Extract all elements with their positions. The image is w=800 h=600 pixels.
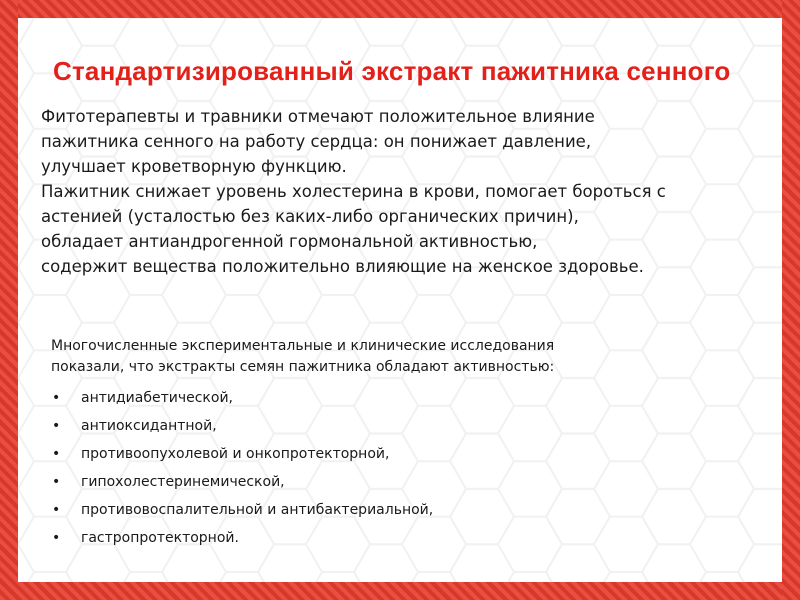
- bullet-text: гипохолестеринемической,: [81, 474, 285, 490]
- intro-line: улучшает кроветворную функцию.: [41, 157, 347, 176]
- bullet-item: [51, 384, 751, 412]
- bullet-text: антиоксидантной,: [81, 418, 217, 434]
- bullet-item: [51, 524, 751, 552]
- red-border-right: [782, 0, 800, 600]
- bullet-text: гастропротекторной.: [81, 530, 239, 546]
- bullet-dot-icon: •: [52, 390, 61, 406]
- research-line: Многочисленные экспериментальные и клинические исследования: [51, 338, 555, 354]
- intro-paragraph: [41, 104, 776, 279]
- bullet-dot-icon: •: [52, 446, 61, 462]
- intro-line: содержит вещества положительно влияющие на женское здоровье.: [41, 257, 644, 276]
- slide-title: Стандартизированный экстракт пажитника сенного: [53, 56, 731, 86]
- bullet-item: [51, 496, 751, 524]
- bullet-dot-icon: •: [52, 418, 61, 434]
- bullet-dot-icon: •: [52, 530, 61, 546]
- bullet-item: [51, 412, 751, 440]
- intro-line: астенией (усталостью без каких-либо органических причин),: [41, 207, 579, 226]
- research-section: [51, 336, 751, 552]
- bullet-text: противовоспалительной и антибактериальной,: [81, 502, 434, 518]
- research-line: показали, что экстракты семян пажитника обладают активностью:: [51, 359, 555, 375]
- red-border-top: [0, 0, 800, 18]
- intro-line: обладает антиандрогенной гормональной активностью,: [41, 232, 538, 251]
- bullet-dot-icon: •: [52, 474, 61, 490]
- intro-line: Пажитник снижает уровень холестерина в крови, помогает бороться с: [41, 182, 666, 201]
- slide-content-area: [18, 18, 782, 582]
- bullet-text: антидиабетической,: [81, 390, 233, 406]
- red-border-bottom: [0, 582, 800, 600]
- activity-bullet-list: [51, 384, 751, 552]
- bullet-item: [51, 468, 751, 496]
- bullet-text: противоопухолевой и онкопротекторной,: [81, 446, 390, 462]
- intro-line: пажитника сенного на работу сердца: он понижает давление,: [41, 132, 592, 151]
- intro-line: Фитотерапевты и травники отмечают положительное влияние: [41, 107, 595, 126]
- red-border-left: [0, 0, 18, 600]
- bullet-item: [51, 440, 751, 468]
- bullet-dot-icon: •: [52, 502, 61, 518]
